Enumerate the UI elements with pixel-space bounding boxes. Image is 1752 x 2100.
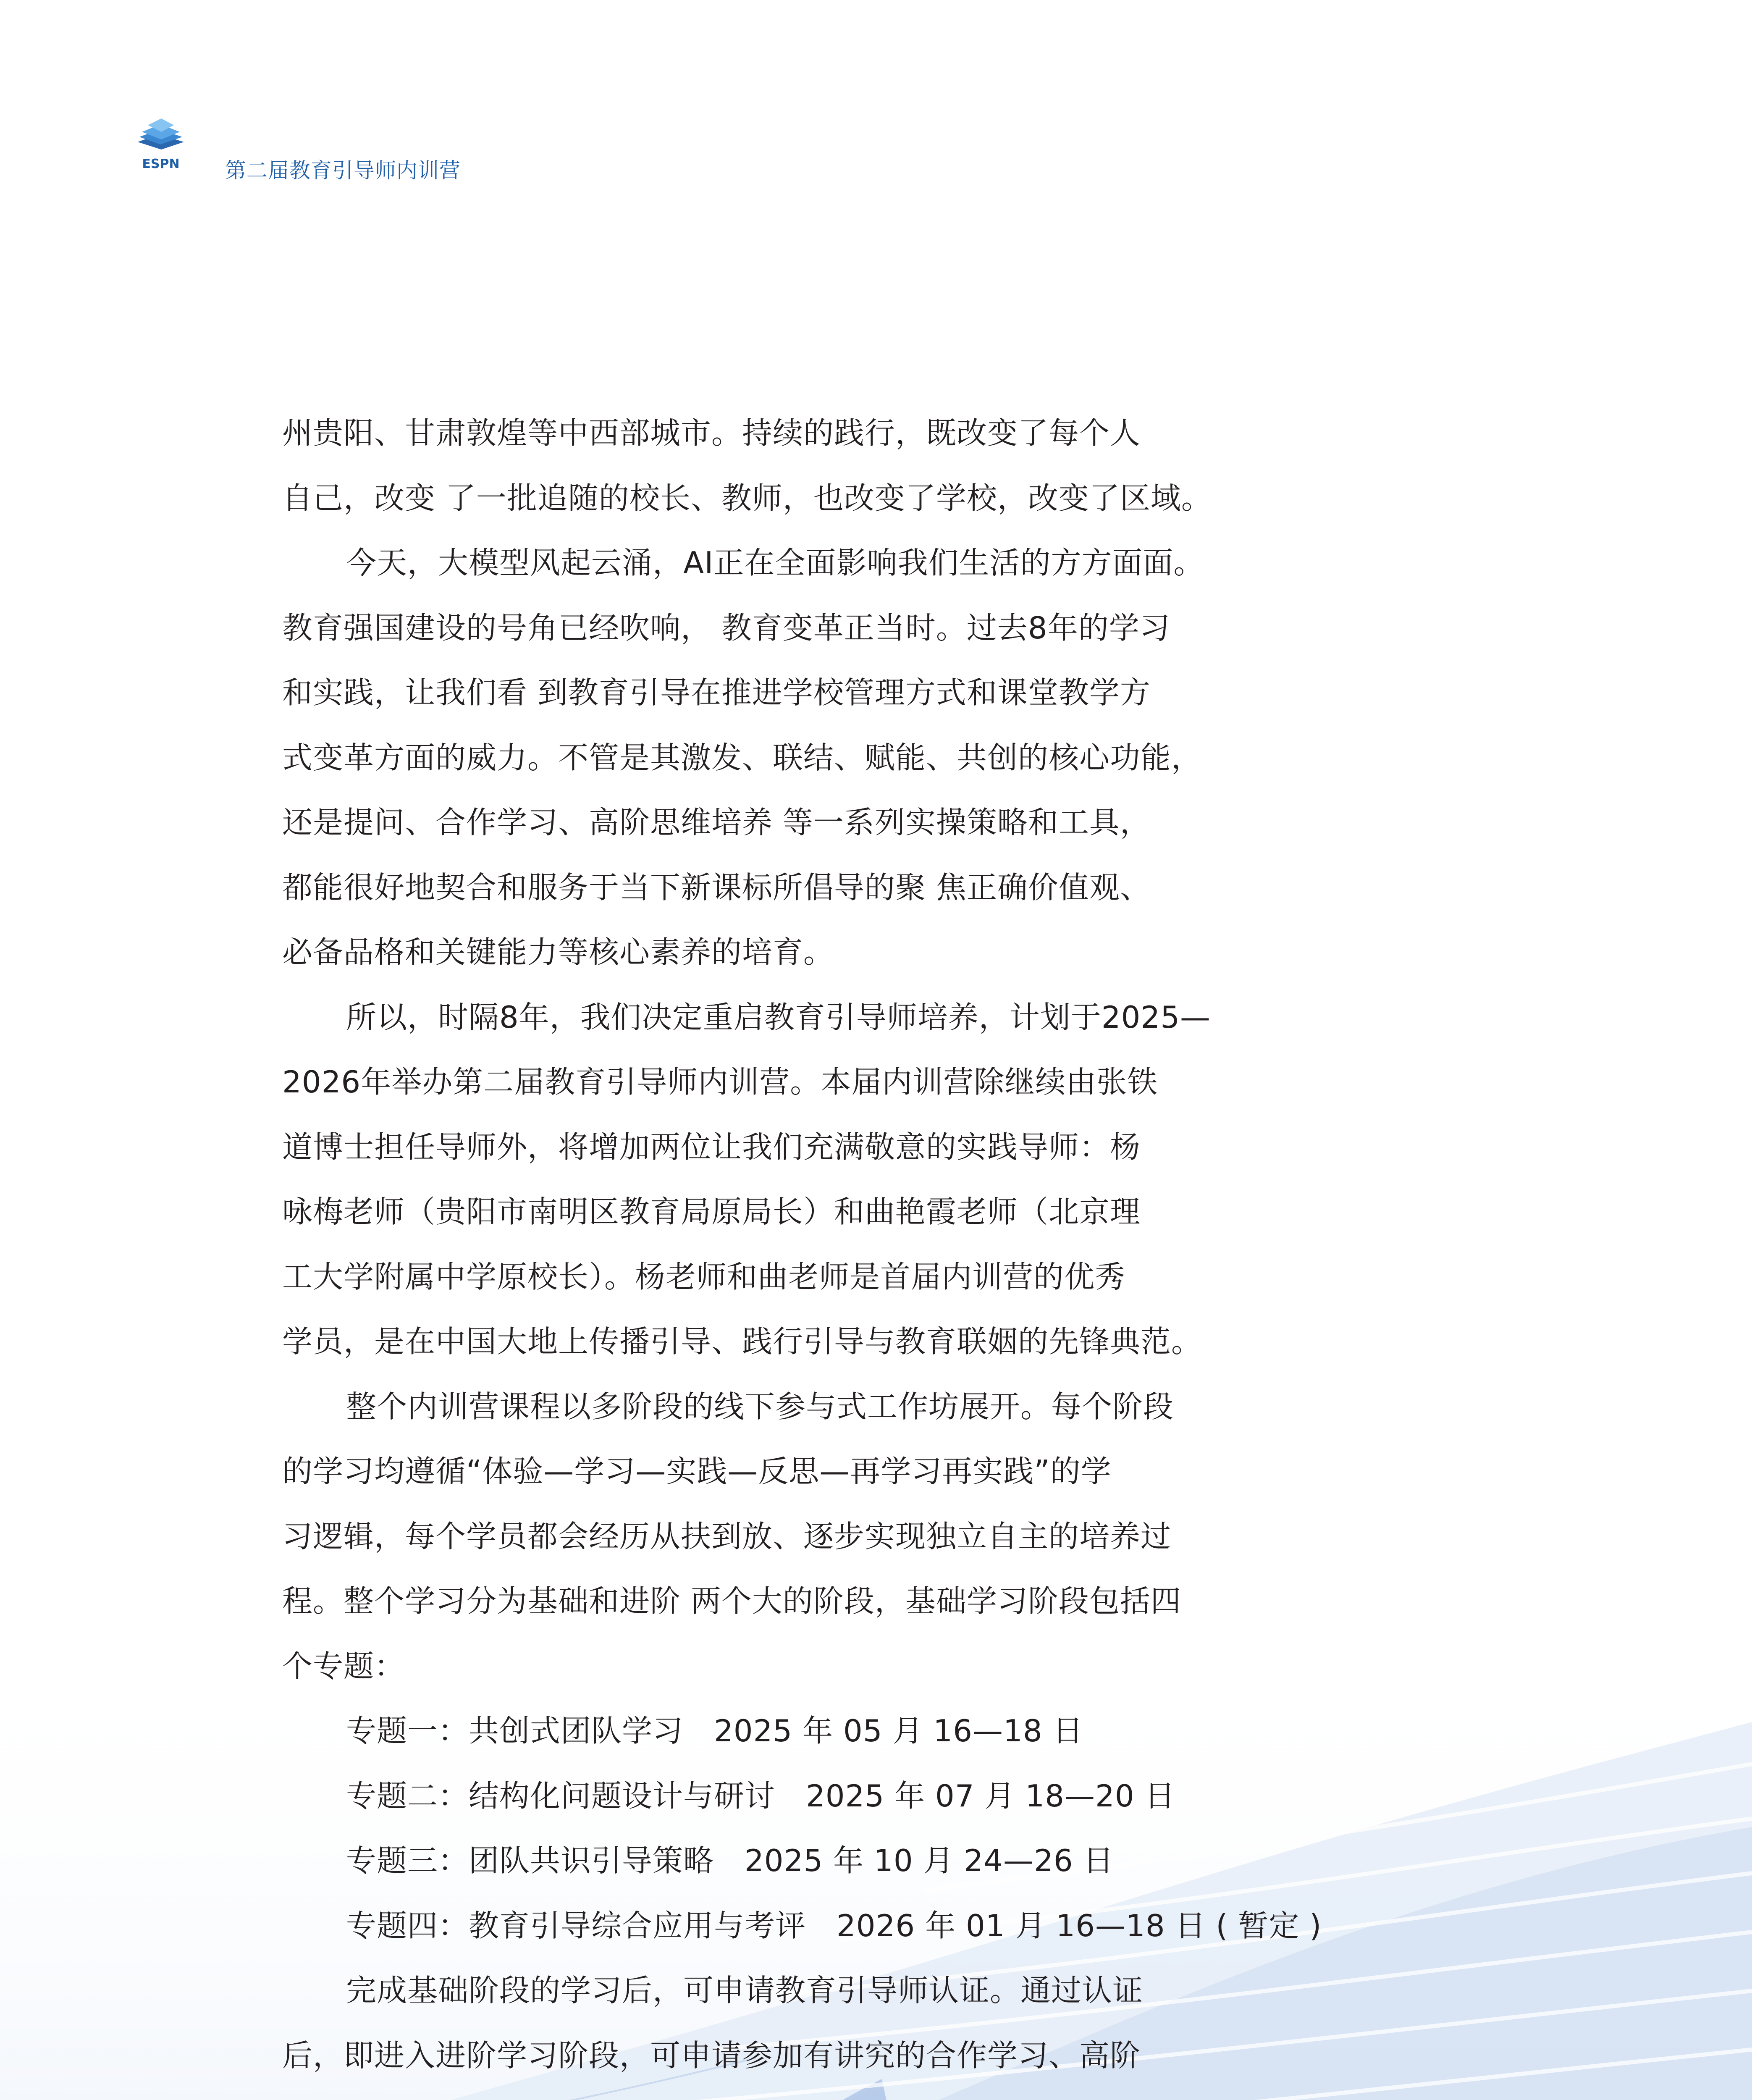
text-line: 后，即进入进阶学习阶段，可申请参加有讲究的合作学习、高阶 — [282, 2037, 1141, 2073]
text-line: 个专题： — [282, 1648, 405, 1684]
text-line: 所以，时隔8年，我们决定重启教育引导师培养，计划于2025— — [346, 999, 1211, 1035]
text-line: 专题三：团队共识引导策略 2025 年 10 月 24—26 日 — [346, 1843, 1114, 1878]
text-line: 道博士担任导师外，将增加两位让我们充满敬意的实践导师：杨 — [282, 1129, 1141, 1165]
espn-logo — [134, 113, 188, 176]
text-line: 专题四：教育引导综合应用与考评 2026 年 01 月 16—18 日 ( 暂定 ) — [346, 1908, 1322, 1943]
text-line: 工大学附属中学原校长）。杨老师和曲老师是首届内训营的优秀 — [282, 1259, 1126, 1294]
text-line — [282, 2088, 1290, 2100]
text-line: 都能很好地契合和服务于当下新课标所倡导的聚 焦正确价值观、 — [282, 869, 1151, 905]
text-line: 学员，是在中国大地上传播引导、践行引导与教育联姻的先锋典范。 — [282, 1324, 1202, 1359]
text-line: 2026年举办第二届教育引导师内训营。本届内训营除继续由张铁 — [282, 1064, 1158, 1100]
text-line: 的学习均遵循“体验—学习—实践—反思—再学习再实践”的学 — [282, 1454, 1112, 1489]
text-line: 专题一：共创式团队学习 2025 年 05 月 16—18 日 — [346, 1713, 1083, 1748]
header-title: 第二届教育引导师内训营 — [225, 158, 461, 183]
text-line: 式变革方面的威力。不管是其激发、联结、赋能、共创的核心功能， — [282, 740, 1202, 775]
text-line: 专题二：结构化问题设计与研讨 2025 年 07 月 18—20 日 — [346, 1778, 1175, 1814]
text-line: 整个内训营课程以多阶段的线下参与式工作坊展开。每个阶段 — [346, 1389, 1174, 1424]
text-line: 今天，大模型风起云涌，AI正在全面影响我们生活的方方面面。 — [346, 545, 1204, 580]
text-line: 必备品格和关键能力等核心素养的培育。 — [282, 934, 834, 970]
text-line: 教育强国建设的号角已经吹响， 教育变革正当时。过去8年的学习 — [282, 610, 1170, 646]
text-line: 还是提问、合作学习、高阶思维培养 等一系列实操策略和工具， — [282, 805, 1151, 840]
text-line: 习逻辑，每个学员都会经历从扶到放、逐步实现独立自主的培养过 — [282, 1518, 1172, 1554]
document-body — [282, 401, 1322, 2100]
text-line: 自己，改变 了一批追随的校长、教师，也改变了学校，改变了区域。 — [282, 480, 1212, 516]
text-line: 程。整个学习分为基础和进阶 两个大的阶段，基础学习阶段包括四 — [282, 1583, 1181, 1619]
text-line: 咏梅老师（贵阳市南明区教育局原局长）和曲艳霞老师（北京理 — [282, 1194, 1141, 1229]
text-line: 和实践，让我们看 到教育引导在推进学校管理方式和课堂教学方 — [282, 675, 1151, 710]
text-line: 州贵阳、甘肃敦煌等中西部城市。持续的践行，既改变了每个人 — [282, 415, 1141, 451]
text-line: 完成基础阶段的学习后，可申请教育引导师认证。通过认证 — [346, 1973, 1144, 2008]
svg-text:ESPN: ESPN — [142, 157, 180, 171]
